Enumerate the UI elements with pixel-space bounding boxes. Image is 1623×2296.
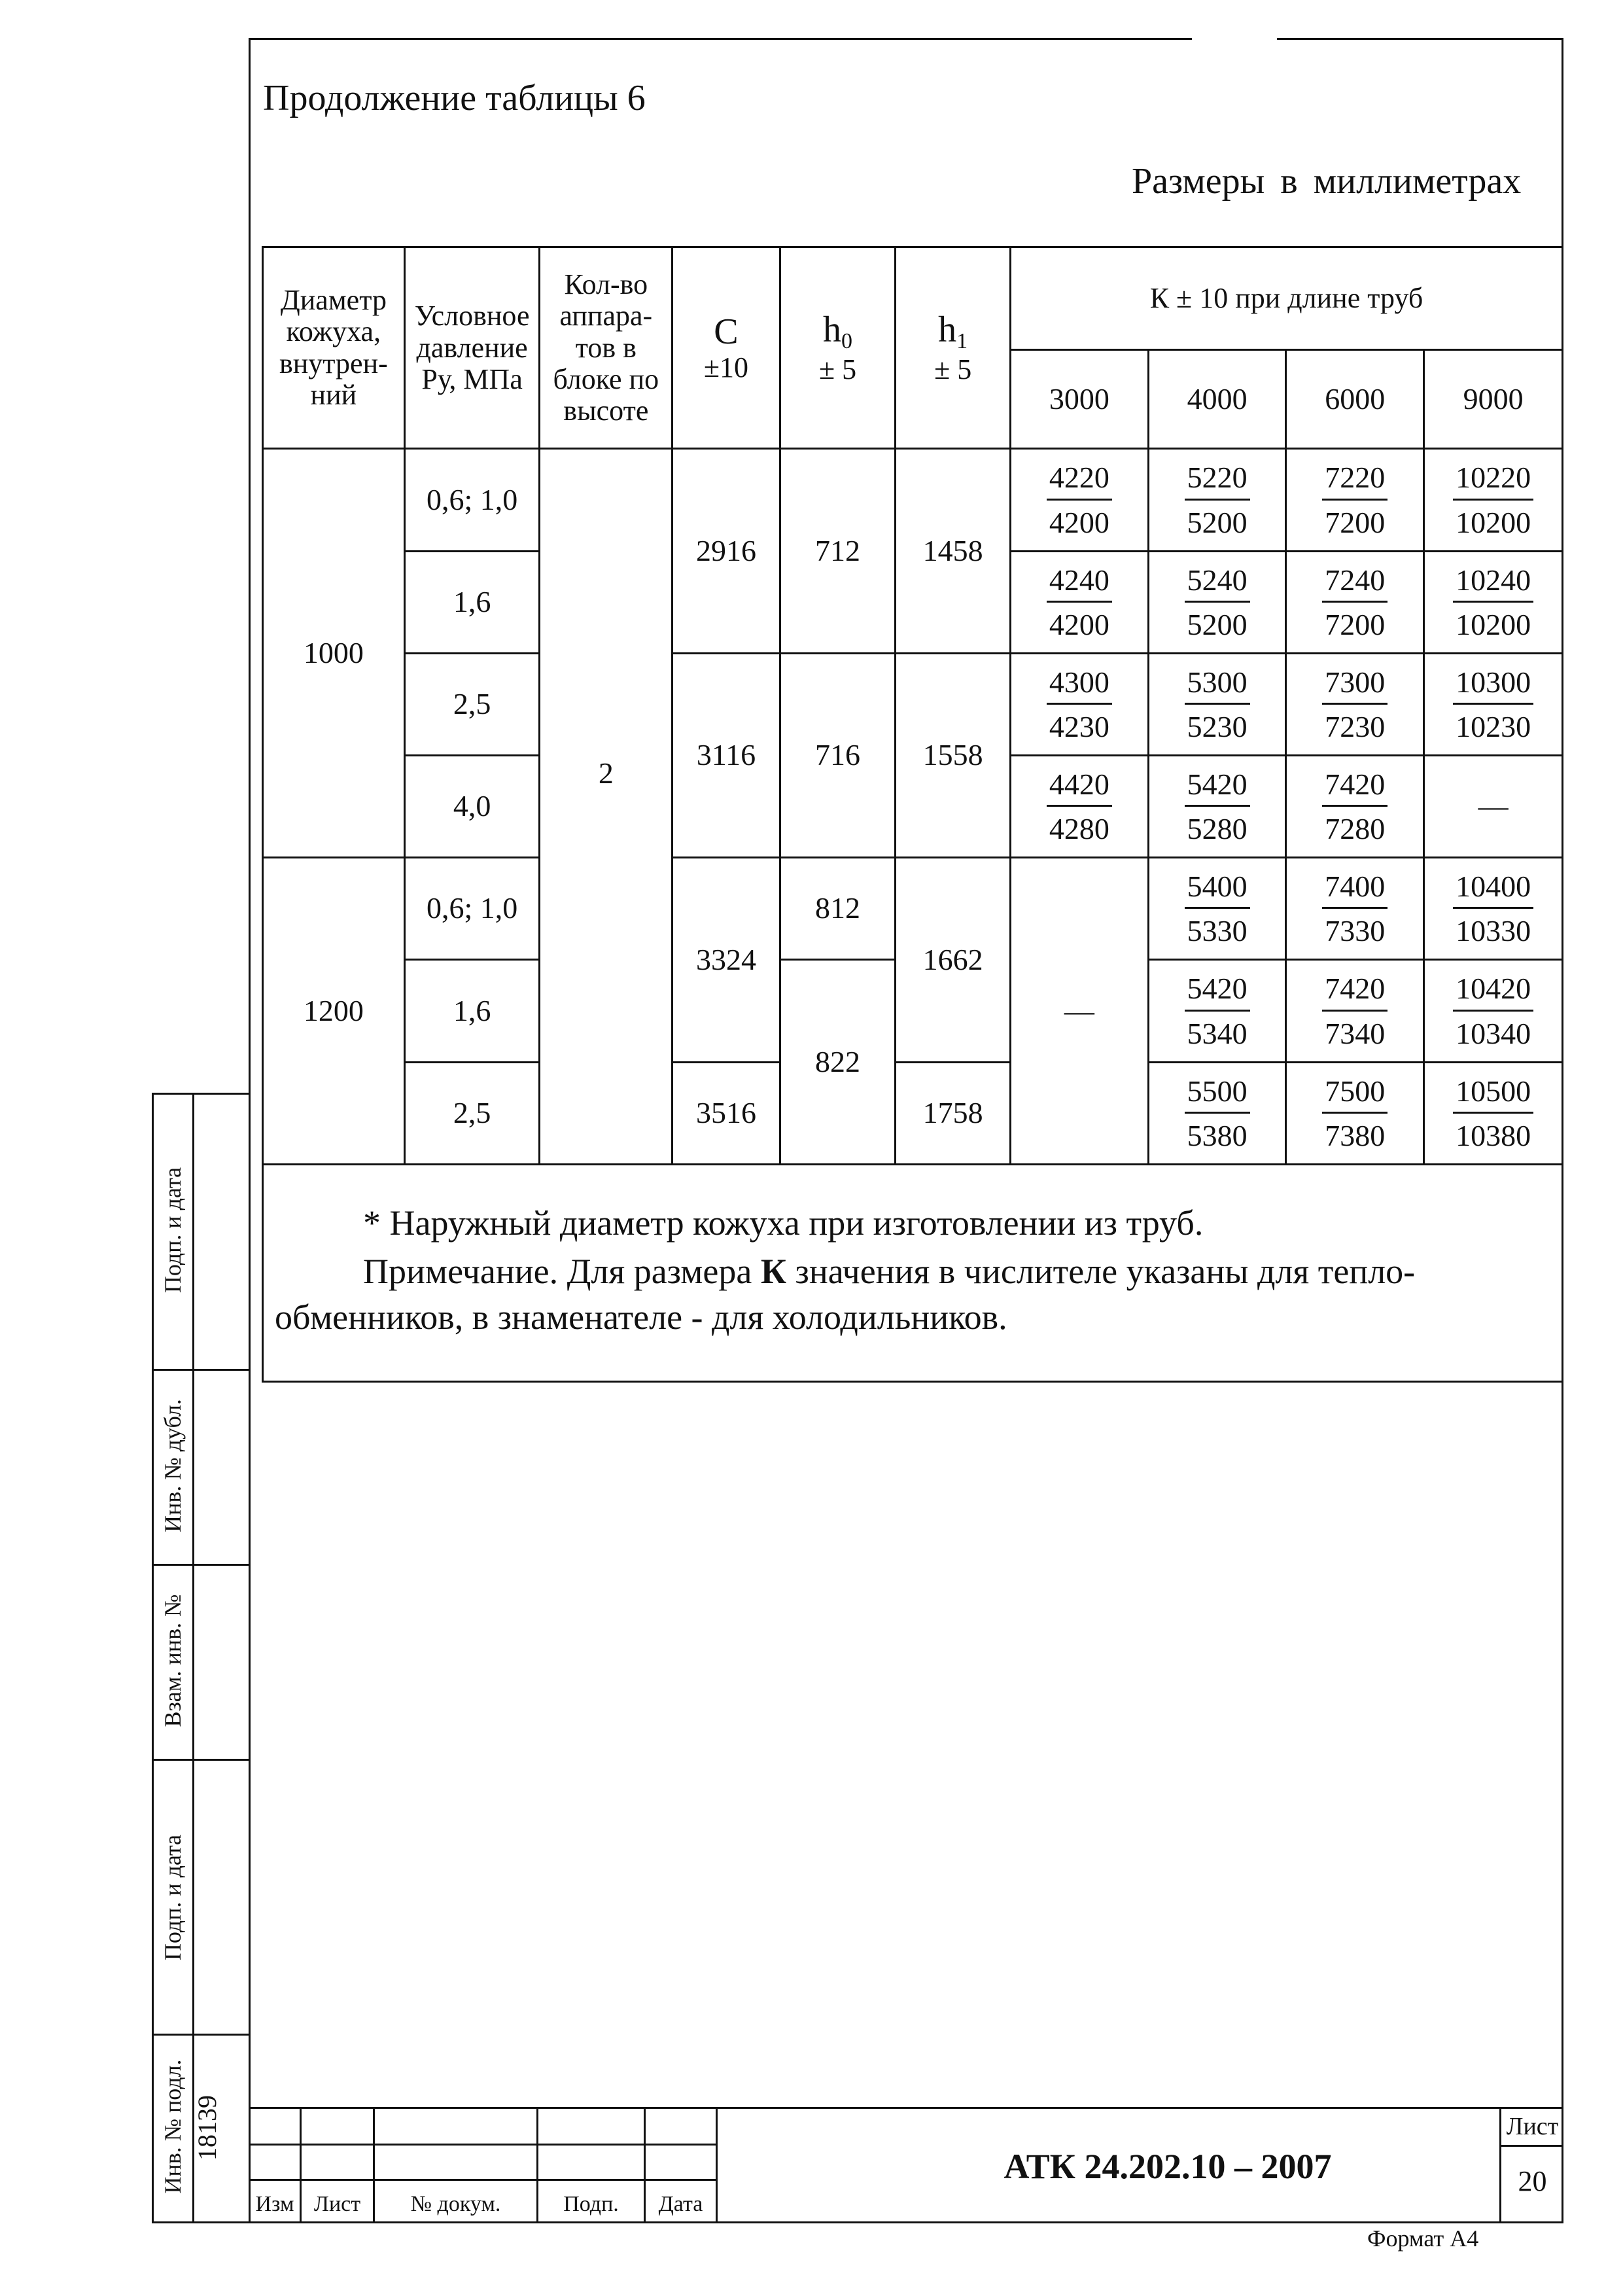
k-cell: $\frac{5500}{5380}$: [1148, 1062, 1286, 1164]
pressure-cell: 4,0: [404, 756, 540, 858]
side-stamp-line: [152, 1759, 249, 1761]
k-cell: $\frac{7220}{7200}$: [1286, 449, 1424, 551]
c-cell: 3116: [672, 653, 780, 857]
h1-cell: 1662: [896, 858, 1011, 1062]
diameter-cell: 1200: [263, 858, 405, 1165]
frame-gap: [1192, 26, 1277, 52]
k-cell: $\frac{10420}{10340}$: [1424, 960, 1563, 1062]
c-cell: 3516: [672, 1062, 780, 1164]
side-label-sign-date-2: Подп. и дата: [160, 1834, 186, 1961]
side-label-sign-date: Подп. и дата: [160, 1167, 186, 1294]
header-k-3000: 3000: [1010, 350, 1148, 449]
header-count: Кол-во аппара- тов в блоке по высоте: [540, 247, 672, 449]
tb-col-sign: Подп.: [563, 2192, 619, 2216]
k-cell: $\frac{5240}{5200}$: [1148, 551, 1286, 653]
table-row: [263, 653, 1563, 755]
header-h1: $h_1$ ± 5: [896, 247, 1011, 449]
h1-cell: 1558: [896, 653, 1011, 857]
footnote-asterisk: * Наружный диаметр кожуха при изготовлении из труб.: [363, 1203, 1204, 1243]
header-diameter: Диаметр кожуха, внутрен- ний: [263, 247, 405, 449]
k-cell: $\frac{7420}{7280}$: [1286, 756, 1424, 858]
k-cell: $\frac{5300}{5230}$: [1148, 653, 1286, 755]
header-h0: $h_0$ ± 5: [780, 247, 896, 449]
k-cell-dash: —: [1424, 756, 1563, 858]
h0-cell: 822: [780, 960, 896, 1165]
header-k-group: К ± 10 при длине труб: [1010, 247, 1562, 350]
h0-cell: 812: [780, 858, 896, 960]
k-cell: $\frac{7500}{7380}$: [1286, 1062, 1424, 1164]
c-cell: 2916: [672, 449, 780, 653]
pressure-cell: 0,6; 1,0: [404, 449, 540, 551]
header-pressure: Условное давление Ру, МПа: [404, 247, 540, 449]
inventory-number: 18139: [192, 2095, 222, 2161]
header-k-4000: 4000: [1148, 350, 1286, 449]
title-block-line: [249, 2179, 717, 2181]
note-line-2: обменников, в знаменателе - для холодильников.: [275, 1298, 1007, 1337]
pressure-cell: 0,6; 1,0: [404, 858, 540, 960]
units-note: Размеры в миллиметрах: [1132, 161, 1522, 202]
k-cell: $\frac{10400}{10330}$: [1424, 858, 1563, 960]
k-cell: $\frac{5420}{5340}$: [1148, 960, 1286, 1062]
k-cell: $\frac{10240}{10200}$: [1424, 551, 1563, 653]
tb-col-doc: № докум.: [410, 2192, 501, 2216]
header-k-9000: 9000: [1424, 350, 1563, 449]
title-block-line: [249, 2144, 717, 2146]
k-cell: $\frac{10500}{10380}$: [1424, 1062, 1563, 1164]
h0-cell: 716: [780, 653, 896, 857]
pressure-cell: 2,5: [404, 653, 540, 755]
k-cell: $\frac{4220}{4200}$: [1010, 449, 1148, 551]
sheet-number: 20: [1518, 2165, 1547, 2197]
format-label: Формат А4: [1367, 2225, 1479, 2252]
k-cell: $\frac{7300}{7230}$: [1286, 653, 1424, 755]
sheet-label: Лист: [1506, 2113, 1559, 2140]
k-cell: $\frac{5220}{5200}$: [1148, 449, 1286, 551]
note-line-1: Примечание. Для размера К значения в числителе указаны для тепло-: [363, 1252, 1416, 1291]
table-row: [263, 1062, 1563, 1164]
tb-col-date: Дата: [658, 2192, 703, 2216]
k-cell: $\frac{10300}{10230}$: [1424, 653, 1563, 755]
dimensions-table: [262, 246, 1563, 1165]
k-cell: $\frac{10220}{10200}$: [1424, 449, 1563, 551]
k-cell: $\frac{5400}{5330}$: [1148, 858, 1286, 960]
table-row: [263, 858, 1563, 960]
k-cell: $\frac{7400}{7330}$: [1286, 858, 1424, 960]
pressure-cell: 2,5: [404, 1062, 540, 1164]
header-c: С ±10: [672, 247, 780, 449]
title-block-top-line: [249, 2107, 1563, 2109]
table-row: [263, 449, 1563, 551]
k-cell: $\frac{4300}{4230}$: [1010, 653, 1148, 755]
k-cell: $\frac{5420}{5280}$: [1148, 756, 1286, 858]
table-continuation-title: Продолжение таблицы 6: [263, 78, 646, 118]
diameter-cell: 1000: [263, 449, 405, 858]
pressure-cell: 1,6: [404, 960, 540, 1062]
pressure-cell: 1,6: [404, 551, 540, 653]
h1-cell: 1758: [896, 1062, 1011, 1164]
k-cell: $\frac{4240}{4200}$: [1010, 551, 1148, 653]
h0-cell: 712: [780, 449, 896, 653]
side-label-dup-inv: Инв. № дубл.: [160, 1399, 186, 1532]
k-cell: $\frac{7420}{7340}$: [1286, 960, 1424, 1062]
header-k-6000: 6000: [1286, 350, 1424, 449]
h1-cell: 1458: [896, 449, 1011, 653]
document-code: АТК 24.202.10 – 2007: [1003, 2147, 1332, 2186]
count-cell: 2: [540, 449, 672, 1165]
tb-col-sheet: Лист: [313, 2192, 361, 2216]
tb-col-change: Изм: [255, 2192, 294, 2216]
side-label-orig-inv: Инв. № подл.: [160, 2059, 186, 2194]
k-cell-dash: —: [1010, 858, 1148, 1165]
c-cell: 3324: [672, 858, 780, 1062]
title-block-line: [716, 2107, 718, 2223]
k-cell: $\frac{7240}{7200}$: [1286, 551, 1424, 653]
side-label-replace-inv: Взам. инв. №: [160, 1594, 186, 1727]
k-cell: $\frac{4420}{4280}$: [1010, 756, 1148, 858]
